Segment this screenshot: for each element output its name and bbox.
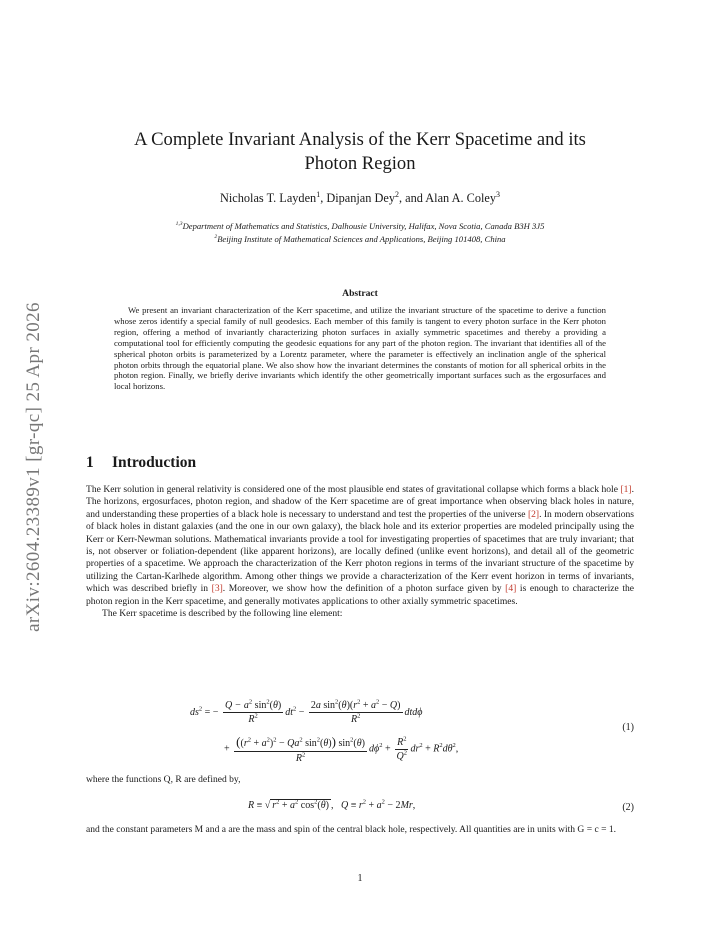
section-number: 1 [86, 454, 94, 471]
paper-title [86, 128, 634, 176]
affiliation-2-marker: 2 [214, 234, 218, 241]
citation-link-3[interactable]: [3] [211, 583, 223, 595]
author-3-affil: 3 [496, 189, 500, 199]
intro-text: . Moreover, we show how the definition of a photon surface given by [222, 583, 506, 595]
equation-2: R ≡ √ $r^2 + a^2$ $\cos^2(\theta)$ , $Q \equiv r^2 + a^2 - 2Mr$, [248, 798, 416, 811]
section-heading [86, 454, 196, 472]
equation-1-line-2: + $\frac{((r^2 + a^2)^2 - Qa^2 \sin^2(\theta)) \sin^2(\theta)}{R^2}$ $d\phi^2$ + $\frac{R^2}{Q^2}$ $dr^2 + R^2d\theta^2$, [224, 734, 459, 764]
intro-paragraph-4-text: and the constant parameters M and a are the mass and spin of the central black hole, respectively. All quantities are in units with G = c = 1. [86, 824, 617, 835]
author-list [86, 191, 634, 206]
citation-link-4[interactable]: [4] [505, 583, 517, 595]
intro-paragraph-4 [86, 824, 634, 836]
intro-text: is enough to characterize the photon region in the Kerr spacetime, and generally motivates applications to other axially symmetric spacetimes. [86, 583, 634, 607]
citation-link-1[interactable]: [1] [620, 484, 632, 495]
affiliation-1 [86, 220, 634, 233]
intro-text: The Kerr solution in general relativity is considered one of the most plausible end states of gravitational collapse which forms a black hole [86, 484, 621, 495]
intro-text: . The horizons, ergosurfaces, photon region, and shadow of the Kerr spacetime are of great importance when observing black holes in nature, and understanding these properties of a black hole is necessary to understand and test the properties of the universe [86, 484, 634, 520]
intro-paragraph-3 [86, 774, 634, 786]
page-number: 1 [357, 873, 363, 884]
intro-text: . In modern observations of black holes in distant galaxies (and the one in our own galaxy), the black hole and its exterior properties are modeled principally using the Kerr or Kerr-Newman solutions. Mathematical invariants provide a tool for investigating properties of spacetimes that are truly invariant; that is, not observer or foliation-dependent (like apparent horizons), are locally defined (unlike event horizons), and detail all of the geometric properties of a spacetime. We approach the characterization of the Kerr photon regions in terms of the invariant structure of the spacetime by utilizing the Cartan-Karlhede algorithm. Among other things we provide a characterization of the Kerr event horizon in terms of invariants, which was described briefly in [86, 508, 634, 595]
author-1: Nicholas T. Layden [220, 191, 317, 205]
section-title: Introduction [112, 454, 197, 471]
author-separator: , [320, 191, 327, 205]
abstract-body [114, 305, 606, 392]
affiliation-1-marker: 1,3 [175, 221, 183, 228]
intro-paragraph-3-text: where the functions Q, R are defined by, [86, 774, 241, 785]
author-separator: , and [398, 191, 426, 205]
citation-link-2[interactable]: [2] [527, 508, 540, 520]
intro-paragraph-1 [86, 484, 634, 620]
title-line-2: Photon Region [304, 153, 416, 174]
intro-paragraph-2: The Kerr spacetime is described by the following line element: [102, 608, 343, 620]
affiliation-2-text: Beijing Institute of Mathematical Sciences and Applications, Beijing 101408, China [217, 234, 506, 244]
affiliation-1-text: Department of Mathematics and Statistics, Dalhousie University, Halifax, Nova Scotia, Canada B3H 3J5 [182, 221, 545, 231]
equation-2-number: (2) [622, 802, 634, 813]
affiliations [86, 220, 634, 246]
affiliation-2 [86, 233, 634, 246]
author-1-affil: 1 [316, 189, 321, 199]
arxiv-identifier: arXiv:2604.23389v1 [gr-qc] 25 Apr 2026 [23, 302, 44, 632]
equation-1-number: (1) [622, 722, 634, 733]
arxiv-sidebar-stamp [14, 262, 54, 672]
abstract-heading: Abstract [342, 288, 378, 299]
title-line-1: A Complete Invariant Analysis of the Kerr Spacetime and its [134, 129, 586, 150]
author-3: Alan A. Coley [425, 191, 496, 205]
author-2: Dipanjan Dey [326, 191, 395, 205]
abstract-text: We present an invariant characterization of the Kerr spacetime, and utilize the invariant structure of the spacetime to derive a function whose zeros identify a special family of null geodesics. Each member of this family is tangent to every photon surface in the Kerr photon region, offering a method of invariantly characterizing photon surfaces in axially symmetric spacetimes and thereby a providing a computational tool for efficiently computing the geodesic equations for any part of the photon region. The invariant that identifies all of the spherical photon orbits is parameterized by a Lorentz parameter, where the parameter is effectively an inclination angle of the spherical photon orbits through the equatorial plane. We also show how the invariant determines the constants of motion for all spherical orbits in the photon region. Finally, we briefly derive invariants which identify the other geometrically important surfaces such as the ergosurfaces and local horizons. [114, 305, 606, 392]
equation-1-line-1: $ds^2$ = − $\frac{Q - a^2 \sin^2(\theta)}{R^2}$ $dt^2$ − $\frac{2a \sin^2(\theta)(r^2 + a^2 - Q)}{R^2}$ dtdϕ [190, 698, 423, 725]
author-2-affil: 2 [394, 189, 399, 199]
